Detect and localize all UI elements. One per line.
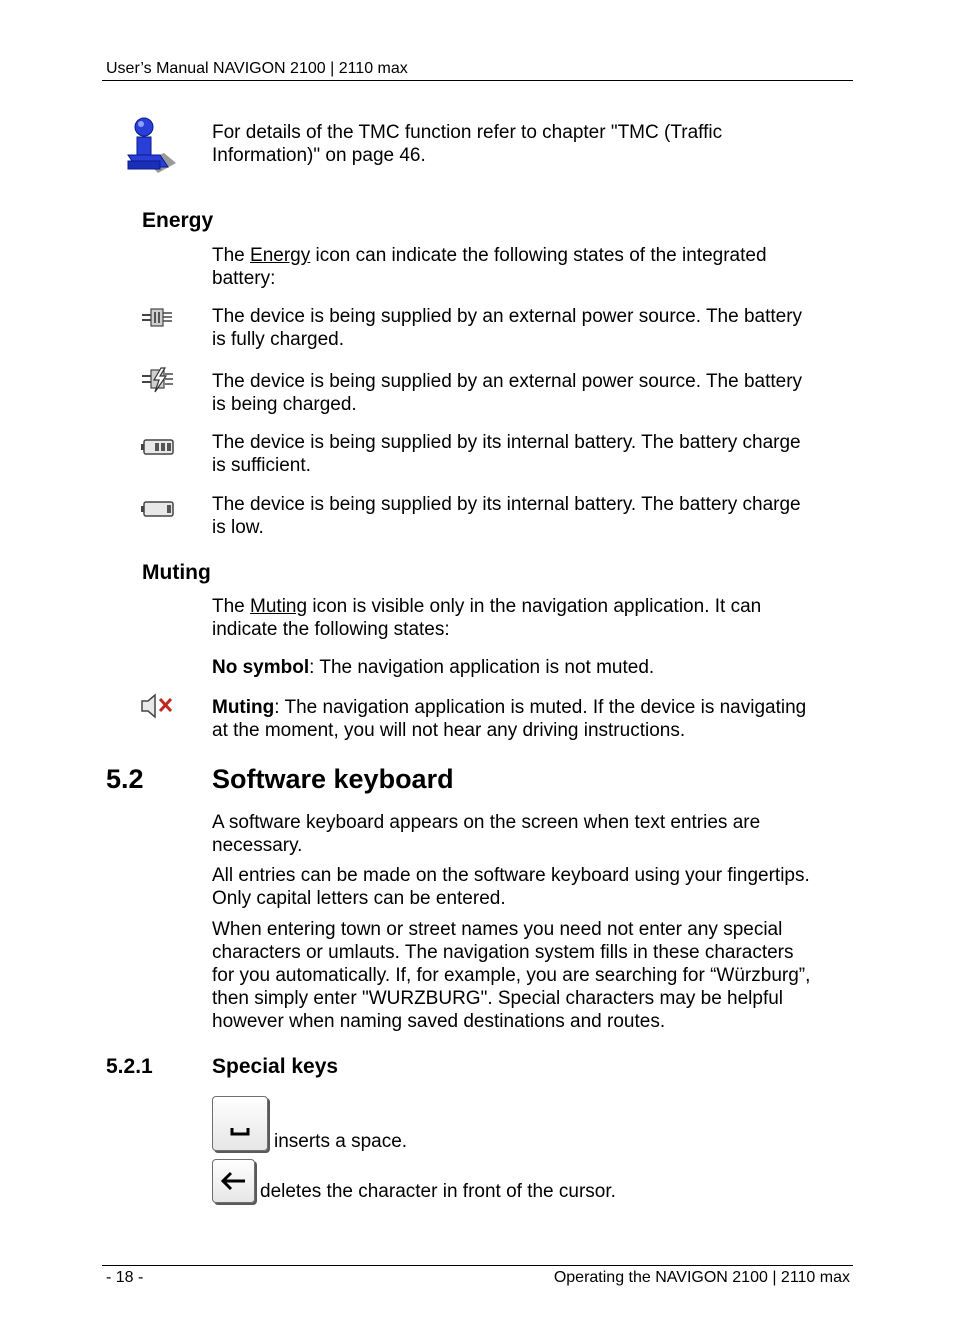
muted-speaker-icon (140, 692, 176, 725)
no-symbol-state: No symbol: The navigation application is not muted. (212, 657, 655, 678)
energy-intro-line2: battery: (212, 268, 276, 289)
energy-term: Energy (250, 245, 311, 266)
p3-line4: then simply enter "WURZBURG". Special characters may be helpful (212, 988, 784, 1009)
battery-low-icon (140, 500, 176, 523)
p1-line1: A software keyboard appears on the screen when text entries are (212, 812, 761, 833)
subsection-title: Special keys (212, 1055, 339, 1078)
page-number: - 18 - (106, 1269, 144, 1286)
energy-heading: Energy (142, 209, 214, 232)
backspace-key-description: deletes the character in front of the cursor. (260, 1181, 616, 1202)
energy-state-1-line2: is fully charged. (212, 329, 345, 350)
p2-line1: All entries can be made on the software keyboard using your fingertips. (212, 865, 810, 886)
energy-state-3-line2: is sufficient. (212, 455, 311, 476)
energy-intro: The Energy icon can indicate the following states of the integrated (212, 245, 767, 266)
p2-line2: Only capital letters can be entered. (212, 888, 506, 909)
external-power-charging-icon (140, 366, 176, 399)
space-key-description: inserts a space. (274, 1131, 408, 1152)
energy-state-2-line2: is being charged. (212, 394, 357, 415)
energy-state-4-line1: The device is being supplied by its internal battery. The battery charge (212, 494, 801, 515)
battery-sufficient-icon (140, 438, 176, 461)
subsection-number: 5.2.1 (106, 1055, 153, 1078)
info-icon (124, 117, 178, 175)
backspace-key-icon (212, 1159, 255, 1203)
energy-state-4-line2: is low. (212, 517, 264, 538)
muted-state-line1: Muting: The navigation application is muted. If the device is navigating (212, 697, 807, 718)
section-number: 5.2 (106, 764, 144, 794)
info-note-line1: For details of the TMC function refer to chapter "TMC (Traffic (212, 122, 723, 143)
energy-state-1-line1: The device is being supplied by an external power source. The battery (212, 306, 803, 327)
space-key-icon (212, 1096, 268, 1151)
section-title: Software keyboard (212, 764, 454, 794)
muting-intro: The Muting icon is visible only in the navigation application. It can (212, 596, 762, 617)
header-rule (102, 80, 853, 81)
p3-line5: however when naming saved destinations and routes. (212, 1011, 666, 1032)
p1-line2: necessary. (212, 835, 303, 856)
external-power-charged-icon (140, 306, 174, 335)
muting-intro-line2: indicate the following states: (212, 619, 450, 640)
p3-line3: for you automatically. If, for example, you are searching for “Würzburg”, (212, 965, 811, 986)
muting-term: Muting (250, 596, 308, 617)
energy-state-3-line1: The device is being supplied by its internal battery. The battery charge (212, 432, 801, 453)
running-header: User’s Manual NAVIGON 2100 | 2110 max (106, 60, 408, 77)
footer-rule (102, 1265, 853, 1266)
p3-line2: characters or umlauts. The navigation system fills in these characters (212, 942, 794, 963)
p3-line1: When entering town or street names you need not enter any special (212, 919, 783, 940)
footer-chapter: Operating the NAVIGON 2100 | 2110 max (553, 1269, 850, 1286)
muted-state-line2: at the moment, you will not hear any driving instructions. (212, 720, 686, 741)
energy-state-2-line1: The device is being supplied by an external power source. The battery (212, 371, 803, 392)
muting-heading: Muting (142, 561, 211, 584)
info-note-line2: Information)" on page 46. (212, 145, 426, 166)
